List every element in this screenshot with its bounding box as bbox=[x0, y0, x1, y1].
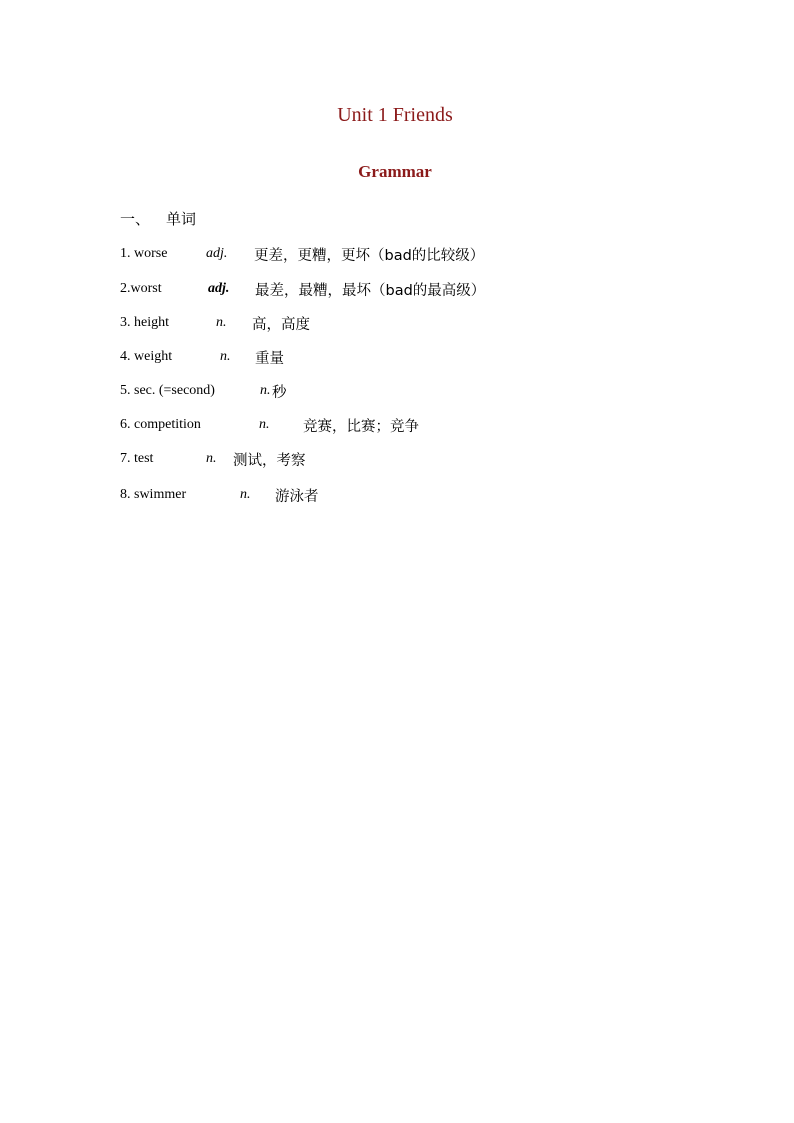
vocab-pos: n. bbox=[206, 451, 217, 466]
vocab-meaning: 游泳者 bbox=[275, 489, 319, 505]
vocab-word: 6. competition bbox=[120, 417, 201, 432]
vocab-item bbox=[120, 415, 720, 437]
vocab-meaning: 竞赛，比赛；竞争 bbox=[303, 419, 419, 435]
vocab-meaning: 测试，考察 bbox=[233, 453, 306, 469]
vocab-meaning: 秒 bbox=[272, 385, 287, 401]
section-number: 一、 bbox=[120, 210, 151, 228]
vocab-word: 7. test bbox=[120, 451, 154, 466]
vocab-meaning: 最差，最糟，最坏（bad的最高级） bbox=[255, 283, 486, 299]
vocab-item bbox=[120, 244, 720, 266]
vocab-pos: adj. bbox=[206, 246, 228, 261]
vocab-pos: n. bbox=[220, 349, 231, 364]
vocab-meaning: 重量 bbox=[255, 351, 284, 367]
vocab-item bbox=[120, 347, 720, 369]
section-heading bbox=[120, 208, 196, 229]
vocab-pos: adj. bbox=[208, 281, 230, 296]
vocab-item bbox=[120, 381, 720, 403]
vocab-word: 3. height bbox=[120, 315, 169, 330]
vocab-meaning: 更差，更糟，更坏（bad的比较级） bbox=[254, 248, 485, 264]
vocab-pos: n. bbox=[216, 315, 227, 330]
vocab-word: 8. swimmer bbox=[120, 487, 187, 502]
section-label: 单词 bbox=[166, 210, 197, 228]
vocab-item bbox=[120, 313, 720, 335]
vocab-item bbox=[120, 449, 720, 471]
page-subtitle: Grammar bbox=[358, 162, 432, 181]
vocab-item bbox=[120, 279, 720, 301]
vocab-pos: n. bbox=[240, 487, 251, 502]
vocab-word: 1. worse bbox=[120, 246, 168, 261]
vocab-item bbox=[120, 485, 720, 507]
vocab-word: 5. sec. (=second) bbox=[120, 383, 215, 398]
vocab-word: 4. weight bbox=[120, 349, 173, 364]
vocab-word: 2.worst bbox=[120, 281, 162, 296]
page-title: Unit 1 Friends bbox=[337, 104, 453, 126]
vocab-pos: n. bbox=[259, 417, 270, 432]
vocab-pos: n. bbox=[260, 383, 271, 398]
vocab-meaning: 高，高度 bbox=[252, 317, 310, 333]
